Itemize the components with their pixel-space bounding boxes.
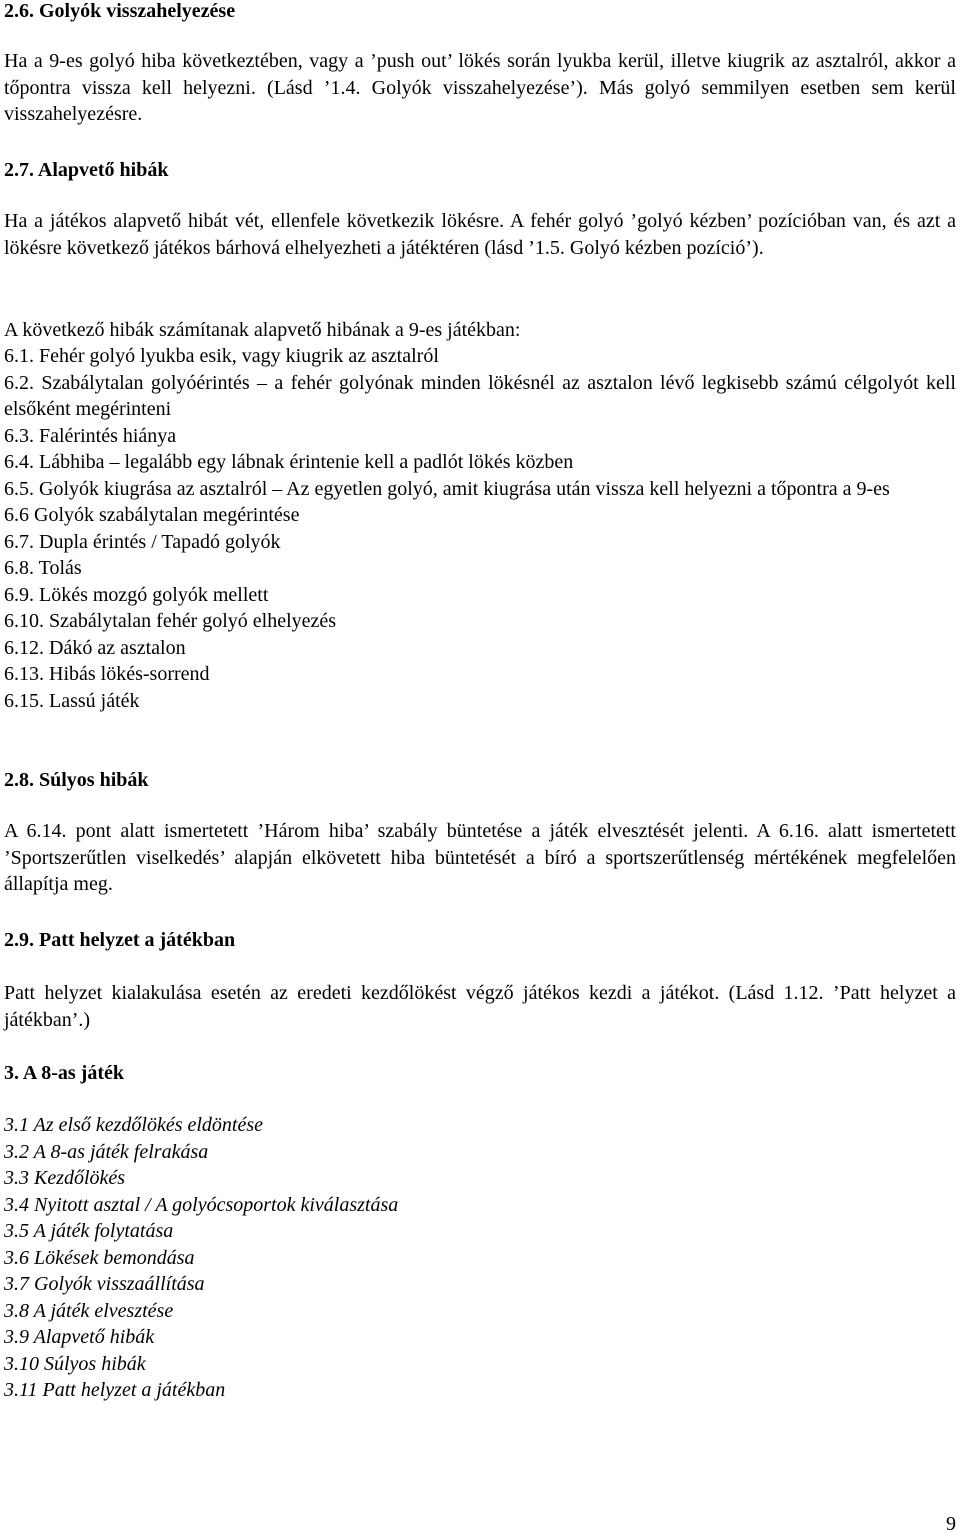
page-number: 9 xyxy=(946,1513,956,1535)
section-2-8-heading: 2.8. Súlyos hibák xyxy=(4,769,149,791)
list-item: 6.12. Dákó az asztalon xyxy=(4,636,186,659)
foul-list xyxy=(4,343,956,714)
section-3-toc xyxy=(4,1112,956,1404)
toc-item: 3.9 Alapvető hibák xyxy=(4,1326,155,1348)
toc-item: 3.2 A 8-as játék felrakása xyxy=(4,1140,209,1163)
toc-item: 3.11 Patt helyzet a játékban xyxy=(4,1379,226,1401)
section-2-7-intro: A következő hibák számítanak alapvető hibának a 9-es játékban: xyxy=(4,319,521,341)
toc-item: 3.3 Kezdőlökés xyxy=(4,1167,126,1189)
section-2-6-heading: 2.6. Golyók visszahelyezése xyxy=(4,0,236,22)
list-item: 6.7. Dupla érintés / Tapadó golyók xyxy=(4,530,281,553)
list-item: 6.3. Falérintés hiánya xyxy=(4,424,177,447)
list-item: 6.4. Lábhiba – legalább egy lábnak érintenie kell a padlót lökés közben xyxy=(4,451,574,473)
list-item: 6.2. Szabálytalan golyóérintés – a fehér golyónak minden lökésnél az asztalon lévő legkisebb számú célgolyót kell elsőként megérinteni xyxy=(4,371,956,420)
toc-item: 3.4 Nyitott asztal / A golyócsoportok kiválasztása xyxy=(4,1193,399,1216)
list-item: 6.8. Tolás xyxy=(4,557,82,579)
list-item: 6.9. Lökés mozgó golyók mellett xyxy=(4,583,269,606)
section-2-9-paragraph: Patt helyzet kialakulása esetén az eredeti kezdőlökést végző játékos kezdi a játékot. (Lásd 1.12. ’Patt helyzet a játékban’.) xyxy=(4,982,956,1031)
section-3-heading: 3. A 8-as játék xyxy=(4,1062,124,1084)
toc-item: 3.5 A játék folytatása xyxy=(4,1220,174,1242)
section-2-8-paragraph: A 6.14. pont alatt ismertetett ’Három hiba’ szabály büntetése a játék elvesztését jelenti. A 6.16. alatt ismertetett ’Sportszerűtlen viselkedés’ alapján elkövetett hiba büntetését a bíró a sportszerűtlenség mértékének megfelelően állapítja meg. xyxy=(4,820,956,895)
section-2-9-heading: 2.9. Patt helyzet a játékban xyxy=(4,929,236,951)
toc-item: 3.1 Az első kezdőlökés eldöntése xyxy=(4,1114,264,1136)
list-item: 6.1. Fehér golyó lyukba esik, vagy kiugrik az asztalról xyxy=(4,345,439,367)
list-item: 6.5. Golyók kiugrása az asztalról – Az egyetlen golyó, amit kiugrása után vissza kell helyezni a tőpontra a 9-es xyxy=(4,477,890,500)
section-2-6-paragraph: Ha a 9-es golyó hiba következtében, vagy a ’push out’ lökés során lyukba kerül, illetve kiugrik az asztalról, akkor a tőpontra vissza kell helyezni. (Lásd ’1.4. Golyók visszahelyezése’). Más golyó semmilyen esetben sem kerül visszahelyezésre. xyxy=(4,50,956,125)
list-item: 6.6 Golyók szabálytalan megérintése xyxy=(4,504,300,526)
list-item: 6.15. Lassú játék xyxy=(4,689,140,712)
list-item: 6.13. Hibás lökés-sorrend xyxy=(4,663,210,685)
toc-item: 3.10 Súlyos hibák xyxy=(4,1352,146,1375)
toc-item: 3.7 Golyók visszaállítása xyxy=(4,1273,205,1295)
toc-item: 3.8 A játék elvesztése xyxy=(4,1299,174,1322)
section-2-7-heading: 2.7. Alapvető hibák xyxy=(4,159,169,181)
section-2-7-paragraph: Ha a játékos alapvető hibát vét, ellenfele következik lökésre. A fehér golyó ’golyó kézben’ pozícióban van, és azt a lökésre következő játékos bárhová elhelyezheti a játéktéren (lásd ’1.5. Golyó kézben pozíció’). xyxy=(4,210,956,259)
toc-item: 3.6 Lökések bemondása xyxy=(4,1246,195,1269)
list-item: 6.10. Szabálytalan fehér golyó elhelyezés xyxy=(4,610,337,632)
